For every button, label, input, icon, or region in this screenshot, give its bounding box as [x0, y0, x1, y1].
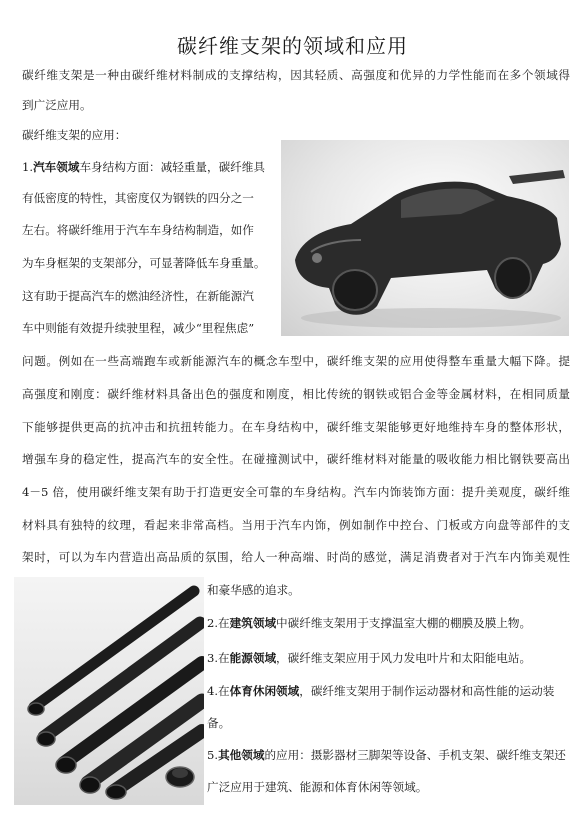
section-1-line: 高强度和刚度：碳纤维材料具备出色的强度和刚度，相比传统的钢铁或铝合金等金属材料，在相同质量 [22, 387, 570, 401]
section-2-field: 建筑领域 [229, 616, 277, 630]
intro-line-1: 碳纤维支架是一种由碳纤维材料制成的支撑结构，因其轻质、高强度和优异的力学性能而在多个领域得 [22, 68, 570, 82]
section-3-number: 3.在 [207, 651, 230, 665]
section-1-line: 材料具有独特的纹理，看起来非常高档。当用于汽车内饰，例如制作中控台、门板或方向盘等部件的支 [22, 518, 570, 532]
section-1-line: 架时，可以为车内营造出高品质的氛围，给人一种高端、时尚的感觉，满足消费者对于汽车内饰美观性 [22, 550, 570, 564]
section-4-rest: ，碳纤维支架用于制作运动器材和高性能的运动装 [299, 684, 555, 698]
applications-heading: 碳纤维支架的应用： [22, 128, 127, 142]
section-1-rest: 车身结构方面：减轻重量，碳纤维具 [79, 160, 265, 174]
section-1-line: 4－5 倍，使用碳纤维支架有助于打造更安全可靠的车身结构。汽车内饰装饰方面：提升美观度，碳纤维 [22, 485, 570, 499]
carbon-tubes-photo [14, 577, 204, 805]
section-4-continuation: 备。 [207, 716, 231, 730]
section-1-field: 汽车领域 [33, 160, 80, 174]
section-5-rest: 的应用：摄影器材三脚架等设备、手机支架、碳纤维支架还 [264, 748, 566, 762]
section-1-narrow-line: 左右。将碳纤维用于汽车车身结构制造，如作 [22, 223, 254, 237]
section-2-rest: 中碳纤维支架用于支撑温室大棚的棚膜及膜上物。 [276, 616, 532, 630]
section-1-line: 问题。例如在一些高端跑车或新能源汽车的概念车型中，碳纤维支架的应用使得整车重量大幅下降。提 [22, 354, 570, 368]
section-5-line [207, 748, 570, 762]
section-2-line [207, 616, 570, 630]
section-4-line [207, 684, 570, 698]
section-1-narrow-line: 车中则能有效提升续驶里程，减少“里程焦虑” [22, 321, 255, 335]
section-1-first-line [22, 160, 272, 174]
section-3-rest: ，碳纤维支架应用于风力发电叶片和太阳能电站。 [276, 651, 532, 665]
section-1-narrow-line: 这有助于提高汽车的燃油经济性，在新能源汽 [22, 289, 254, 303]
section-4-field: 体育休闲领域 [229, 684, 300, 698]
section-2-number: 2.在 [207, 616, 230, 630]
section-1-number: 1. [22, 160, 34, 174]
section-1-narrow-line: 有低密度的特性，其密度仅为钢铁的四分之一 [22, 191, 254, 205]
section-1-narrow-line: 为车身框架的支架部分，可显著降低车身重量。 [22, 256, 266, 270]
car-body-illustration [281, 140, 569, 336]
section-1-line: 增强车身的稳定性，提高汽车的安全性。在碰撞测试中，碳纤维材料对能量的吸收能力相比钢铁要高出 [22, 452, 570, 466]
carbon-car-body-photo [281, 140, 569, 336]
section-5-continuation: 广泛应用于建筑、能源和体育休闲等领域。 [207, 780, 428, 794]
section-1-last-line: 和豪华感的追求。 [207, 583, 300, 597]
section-3-line [207, 651, 570, 665]
page-title: 碳纤维支架的领域和应用 [177, 34, 408, 58]
section-5-field: 其他领域 [218, 748, 265, 762]
section-1-line: 下能够提供更高的抗冲击和抗扭转能力。在车身结构中，碳纤维支架能够更好地维持车身的整体形状， [22, 420, 570, 434]
section-5-number: 5. [207, 748, 219, 762]
intro-line-2: 到广泛应用。 [22, 98, 92, 112]
carbon-tubes-illustration [14, 577, 204, 805]
section-3-field: 能源领域 [229, 651, 277, 665]
section-4-number: 4.在 [207, 684, 230, 698]
